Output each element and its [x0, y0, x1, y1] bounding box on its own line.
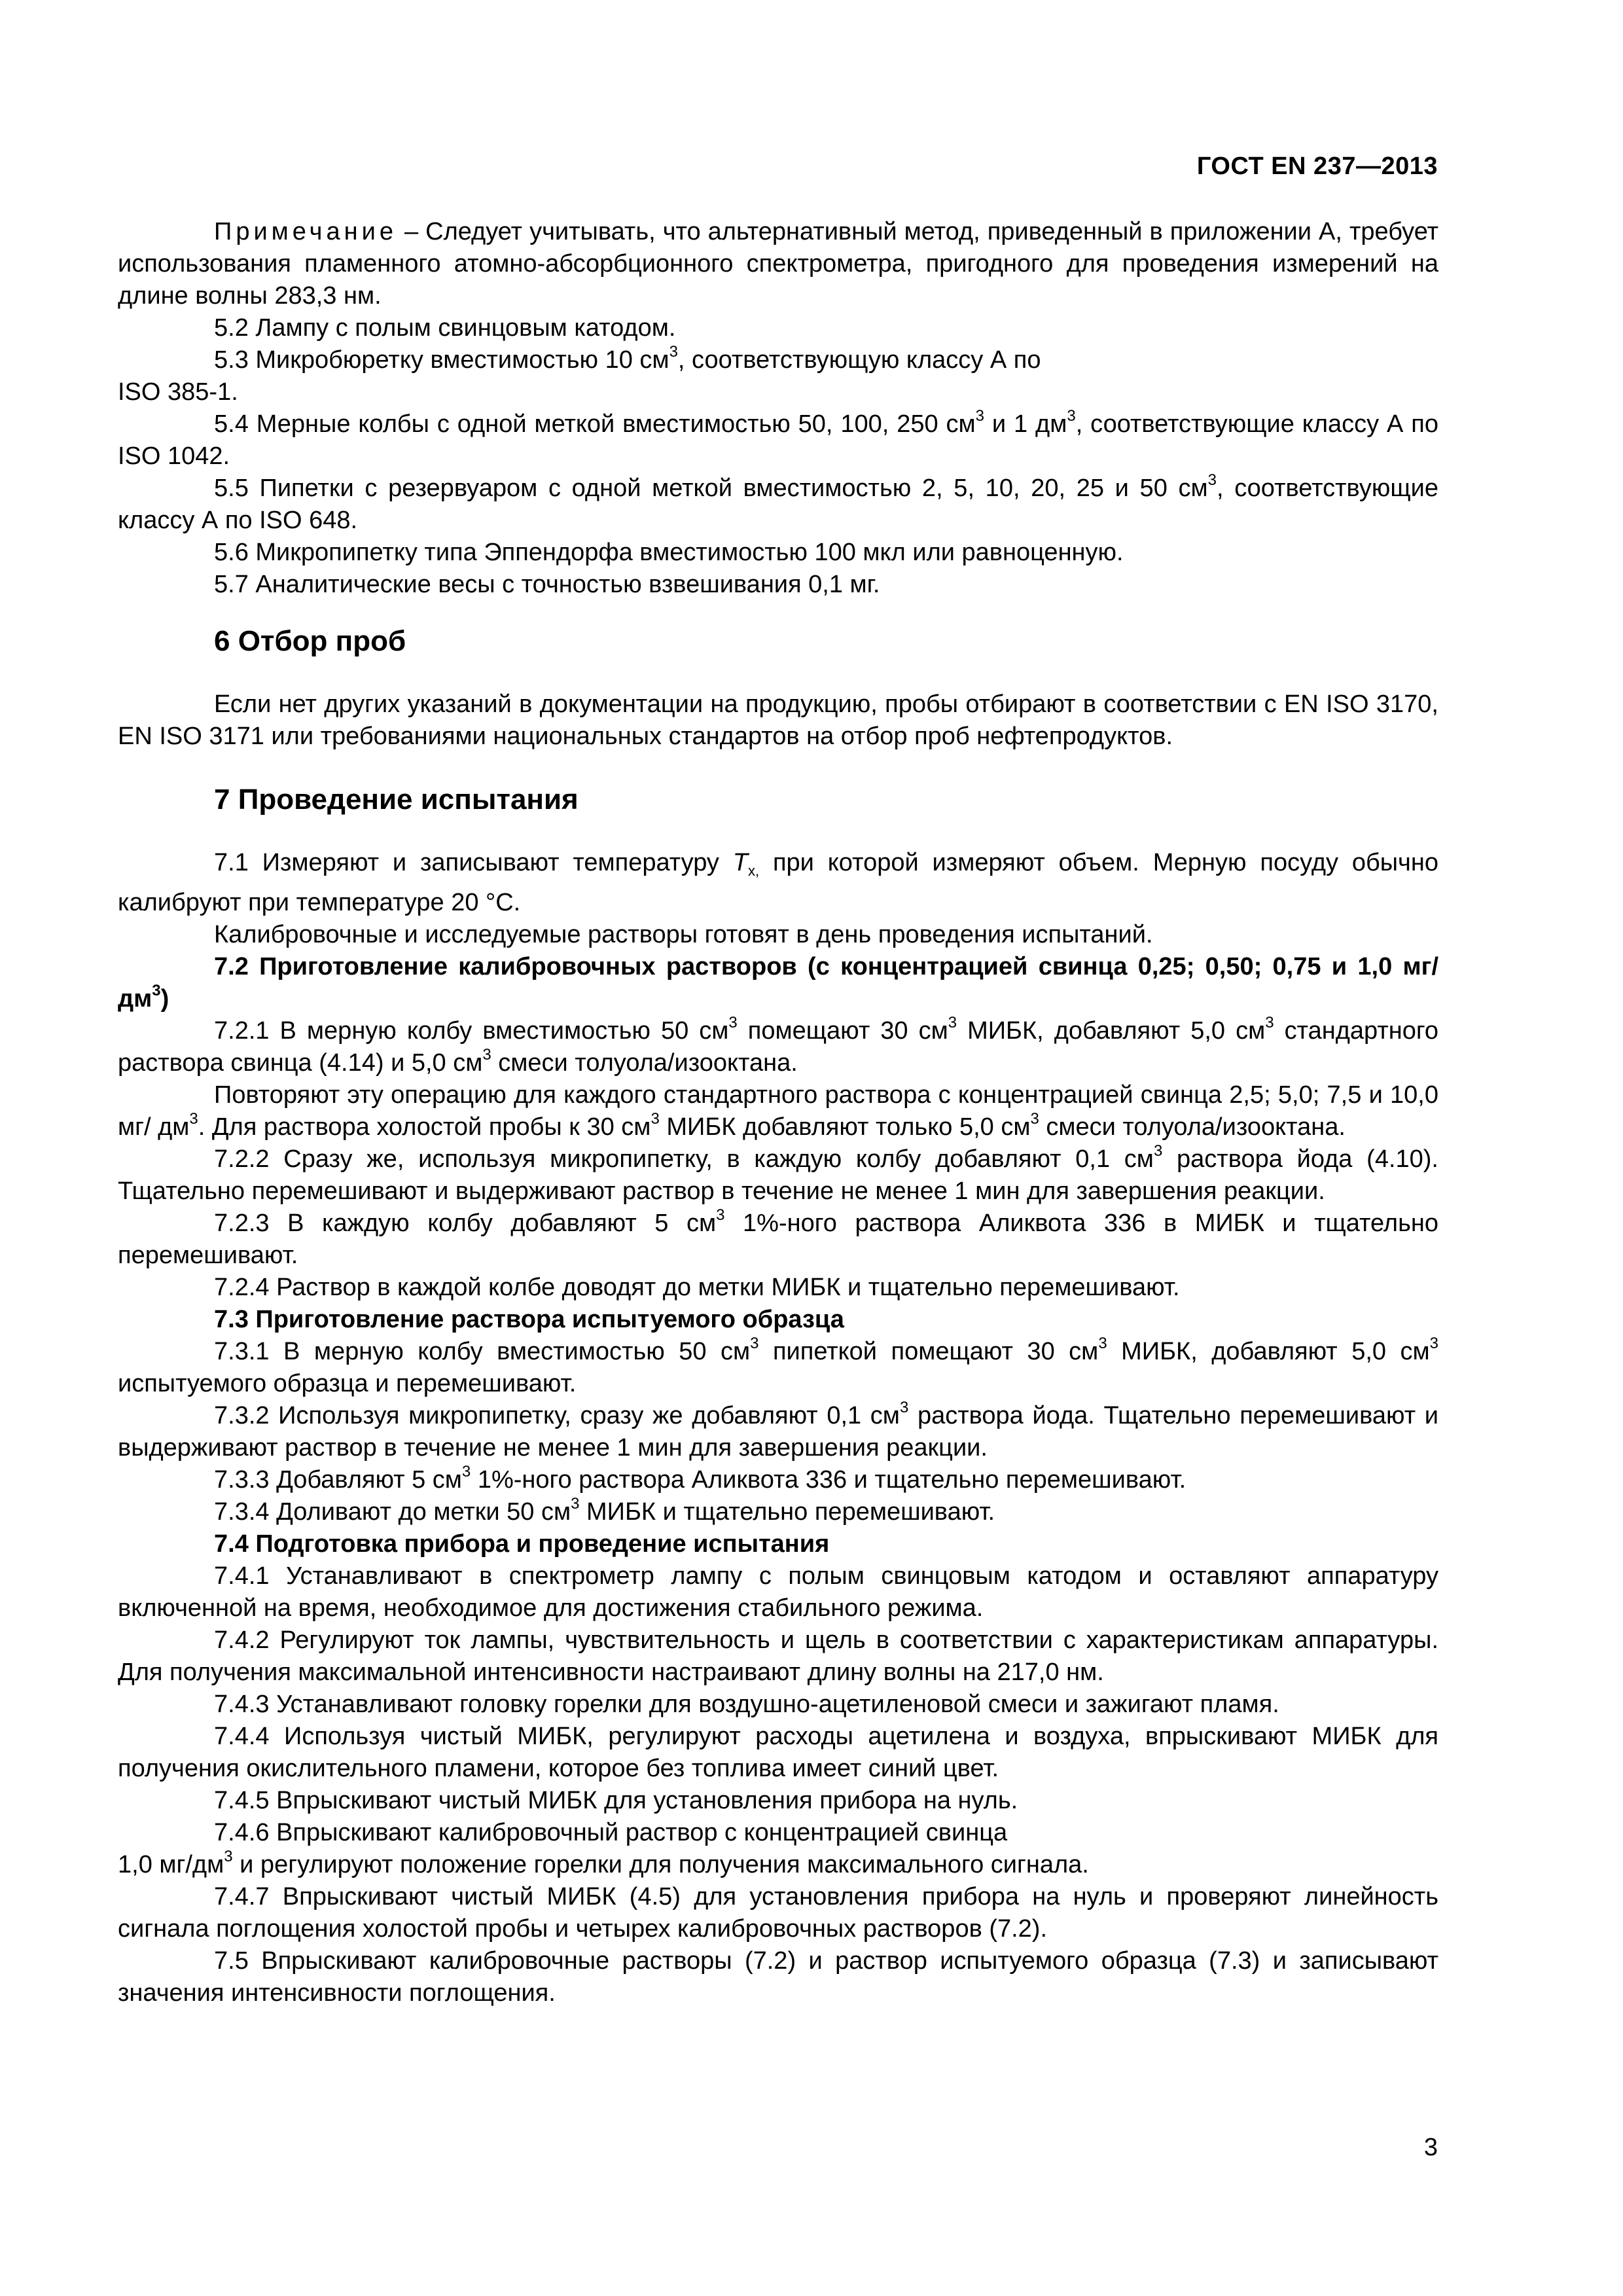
text-fragment: и регулируют положение горелки для получения максимального сигнала.	[232, 1851, 1089, 1878]
item-7-4-3: 7.4.3 Устанавливают головку горелки для воздушно-ацетиленовой смеси и зажигают пламя.	[214, 1691, 1279, 1718]
item-7-1-cont: Калибровочные и исследуемые растворы готовят в день проведения испытаний.	[214, 921, 1153, 948]
item-7-3-3	[118, 1464, 1438, 1496]
text-fragment: 5.5 Пипетки с резервуаром с одной меткой вместимостью 2, 5, 10, 20, 25 и 50 см	[214, 475, 1208, 502]
text-fragment: 7.3.3 Добавляют 5 см	[214, 1466, 462, 1494]
item-5-6: 5.6 Микропипетку типа Эппендорфа вместимостью 100 мкл или равноценную.	[214, 539, 1124, 566]
item-7-4-6: 7.4.6 Впрыскивают калибровочный раствор с концентрацией свинца	[214, 1819, 1008, 1846]
text-fragment: 7.1 Измеряют и записывают температуру	[214, 849, 733, 876]
text-fragment: помещают 30 см	[737, 1017, 948, 1045]
item-7-4-2: 7.4.2 Регулируют ток лампы, чувствительность и щель в соответствии с характеристикам аппаратуры. Для получения максимальной интенсивности настраивают длину волны на 217,0 нм.	[118, 1626, 1438, 1686]
section-6-heading: 6 Отбор проб	[214, 625, 406, 657]
item-7-3-4	[118, 1496, 1438, 1528]
text-fragment: 7.3.2 Используя микропипетку, сразу же добавляют 0,1 см	[214, 1402, 900, 1429]
item-7-2-1-cont	[118, 1079, 1438, 1143]
item-7-4-1: 7.4.1 Устанавливают в спектрометр лампу с полым свинцовым катодом и оставляют аппаратуру включенной на время, необходимое для достижения стабильного режима.	[118, 1562, 1438, 1622]
item-7-2-2	[118, 1143, 1438, 1208]
text-fragment: смеси толуола/изооктана.	[491, 1049, 798, 1077]
text-fragment: . Для раствора холостой пробы к 30 см	[198, 1113, 651, 1141]
superscript: 3	[948, 1014, 957, 1032]
superscript: 3	[1265, 1014, 1274, 1032]
page-content	[118, 216, 1438, 2009]
item-7-4-6-cont	[118, 1849, 1438, 1881]
item-7-4-5: 7.4.5 Впрыскивают чистый МИБК для установления прибора на нуль.	[214, 1787, 1018, 1814]
item-5-2: 5.2 Лампу с полым свинцовым катодом.	[214, 314, 676, 342]
text-fragment: раствора йода. Тщательно перемешивают и выдерживают раствор в течение не менее 1 мин для завершения реакции.	[118, 1402, 1438, 1462]
superscript: 3	[1067, 407, 1076, 425]
text-fragment: 7.2.3 В каждую колбу добавляют 5 см	[214, 1210, 717, 1237]
text-fragment: )	[160, 985, 169, 1013]
superscript: 3	[716, 1206, 725, 1225]
text-fragment: пипеткой помещают 30 см	[758, 1338, 1099, 1365]
superscript: 3	[1207, 471, 1217, 490]
text-fragment: Повторяют эту операцию для каждого стандартного раствора с концентрацией свинца 2,5; 5,0; 7,5 и 10,0 мг/ дм	[118, 1081, 1438, 1141]
text-fragment: МИБК, добавляют 5,0 см	[957, 1017, 1266, 1045]
superscript: 3	[975, 407, 985, 425]
item-7-2-1	[118, 1015, 1438, 1079]
text-fragment: МИБК и тщательно перемешивают.	[579, 1498, 995, 1526]
text-fragment: раствора йода (4.10). Тщательно перемешивают и выдерживают раствор в течение не менее 1 мин для завершения реакции.	[118, 1145, 1438, 1205]
text-fragment: , соответствующие классу А по ISO 648.	[118, 475, 1438, 534]
superscript: 3	[899, 1399, 909, 1417]
superscript: 3	[1429, 1335, 1438, 1353]
page-number: 3	[1423, 2134, 1438, 2161]
superscript: 3	[750, 1335, 759, 1353]
superscript: 3	[1030, 1110, 1039, 1128]
text-fragment: 1,0 мг/дм	[118, 1851, 224, 1878]
item-5-5	[118, 473, 1438, 537]
item-7-4-4: 7.4.4 Используя чистый МИБК, регулируют расходы ацетилена и воздуха, впрыскивают МИБК для получения окислительного пламени, которое без топлива имеет синий цвет.	[118, 1723, 1438, 1782]
superscript: 3	[571, 1495, 580, 1513]
item-5-4	[118, 408, 1438, 473]
note-text: – Следует учитывать, что альтернативный метод, приведенный в приложении А, требует использования пламенного атомно-абсорбционного спектрометра, пригодного для проведения измерений на длине волны 283,3 нм.	[118, 218, 1438, 310]
heading-7-3: 7.3 Приготовление раствора испытуемого образца	[214, 1306, 844, 1333]
superscript: 3	[728, 1014, 738, 1032]
item-7-3-1	[118, 1336, 1438, 1400]
heading-7-2	[118, 951, 1438, 1015]
text-fragment: при которой измеряют объем. Мерную посуду обычно калибруют при температуре 20 °С.	[118, 849, 1438, 916]
item-7-3-2	[118, 1400, 1438, 1464]
text-fragment: испытуемого образца и перемешивают.	[118, 1370, 577, 1397]
text-fragment: 5.3 Микробюретку вместимостью 10 см	[214, 346, 669, 374]
text-fragment: 5.4 Мерные колбы с одной меткой вместимостью 50, 100, 250 см	[214, 410, 976, 438]
superscript: 3	[651, 1110, 660, 1128]
item-7-2-3	[118, 1208, 1438, 1272]
item-7-5: 7.5 Впрыскивают калибровочные растворы (7.2) и раствор испытуемого образца (7.3) и записывают значения интенсивности поглощения.	[118, 1947, 1438, 2007]
superscript: 3	[1098, 1335, 1107, 1353]
heading-7-4: 7.4 Подготовка прибора и проведение испытания	[214, 1530, 830, 1558]
item-5-7: 5.7 Аналитические весы с точностью взвешивания 0,1 мг.	[214, 571, 880, 598]
superscript: 3	[1153, 1142, 1163, 1160]
subscript: x,	[747, 863, 760, 879]
item-7-2-4: 7.2.4 Раствор в каждой колбе доводят до метки МИБК и тщательно перемешивают.	[214, 1274, 1180, 1301]
superscript: 3	[224, 1848, 233, 1866]
item-5-3	[118, 344, 1438, 376]
item-7-1	[118, 847, 1438, 919]
item-7-4-7: 7.4.7 Впрыскивают чистый МИБК (4.5) для установления прибора на нуль и проверяют линейность сигнала поглощения холостой пробы и четырех калибровочных растворов (7.2).	[118, 1883, 1438, 1943]
text-fragment: 1%-ного раствора Аликвота 336 и тщательно перемешивают.	[471, 1466, 1186, 1494]
text-fragment: 7.3.1 В мерную колбу вместимостью 50 см	[214, 1338, 751, 1365]
text-fragment: , соответствующие классу А по ISO 1042.	[118, 410, 1438, 470]
superscript: 3	[189, 1110, 198, 1128]
item-5-3-cont: ISO 385-1.	[118, 378, 238, 406]
superscript: 3	[482, 1046, 491, 1064]
text-fragment: и 1 дм	[984, 410, 1067, 438]
superscript: 3	[152, 982, 161, 1000]
text-fragment: , соответствующую классу А по	[677, 346, 1041, 374]
section-6-text: Если нет других указаний в документации на продукцию, пробы отбирают в соответствии с EN ISO 3170, EN ISO 3171 или требованиями национальных стандартов на отбор проб нефтепродуктов.	[118, 691, 1438, 750]
text-fragment: МИБК, добавляют 5,0 см	[1107, 1338, 1430, 1365]
section-7-heading: 7 Проведение испытания	[214, 783, 579, 816]
text-fragment: смеси толуола/изооктана.	[1039, 1113, 1346, 1141]
text-fragment: 7.3.4 Доливают до метки 50 см	[214, 1498, 571, 1526]
text-fragment: МИБК добавляют только 5,0 см	[659, 1113, 1031, 1141]
text-fragment: 7.2 Приготовление калибровочных растворов (с концентрацией свинца 0,25; 0,50; 0,75 и 1,0 мг/дм	[118, 953, 1438, 1013]
variable-t: T	[732, 849, 748, 876]
note-label: Примечание	[214, 218, 397, 245]
text-fragment: 7.2.2 Сразу же, используя микропипетку, в каждую колбу добавляют 0,1 см	[214, 1145, 1154, 1173]
text-fragment: 7.2.1 В мерную колбу вместимостью 50 см	[214, 1017, 729, 1045]
text-fragment: 1%-ного раствора Аликвота 336 в МИБК и тщательно перемешивают.	[118, 1210, 1438, 1269]
text-fragment: стандартного раствора свинца (4.14) и 5,0 см	[118, 1017, 1438, 1077]
note-paragraph	[118, 216, 1438, 312]
document-code: ГОСТ EN 237—2013	[1196, 152, 1438, 180]
superscript: 3	[461, 1463, 471, 1481]
superscript: 3	[669, 343, 678, 361]
